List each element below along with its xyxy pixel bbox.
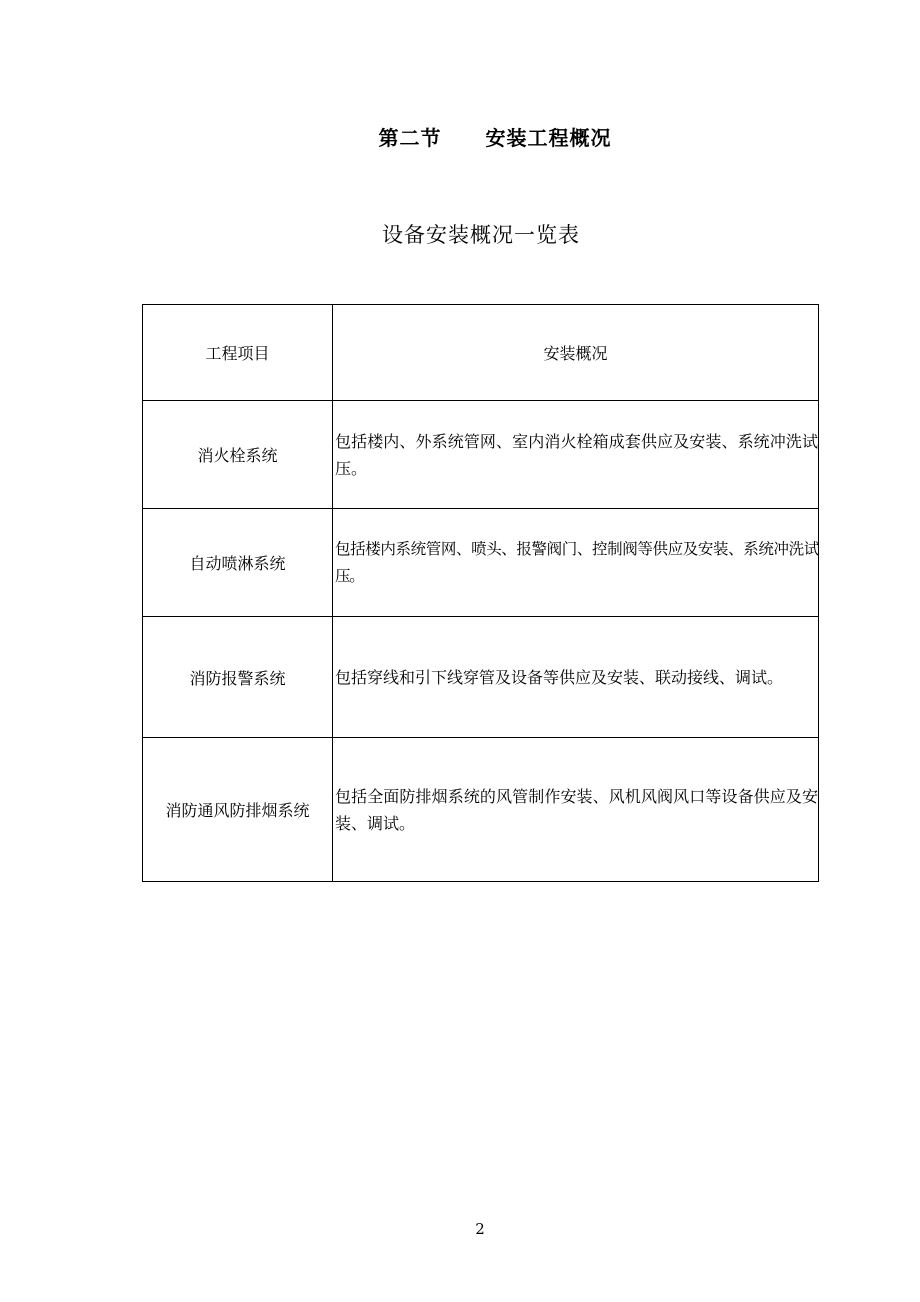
- section-title: 安装工程概况: [485, 126, 612, 150]
- table-row: [143, 509, 819, 617]
- table-row: [143, 401, 819, 509]
- row-item: 消火栓系统: [143, 401, 333, 509]
- section-number: 第二节: [378, 126, 442, 150]
- row-description: 包括穿线和引下线穿管及设备等供应及安装、联动接线、调试。: [333, 617, 819, 738]
- row-item: 消防通风防排烟系统: [143, 738, 333, 882]
- row-description: 包括楼内、外系统管网、室内消火栓箱成套供应及安装、系统冲洗试压。: [333, 401, 819, 509]
- row-description: 包括全面防排烟系统的风管制作安装、风机风阀风口等设备供应及安装、调试。: [333, 738, 819, 882]
- installation-overview-table: [142, 304, 819, 882]
- row-item: 消防报警系统: [143, 617, 333, 738]
- table-row: [143, 738, 819, 882]
- page-number: 2: [475, 1220, 485, 1238]
- table-header-row: [143, 305, 819, 401]
- header-project-item: 工程项目: [143, 305, 333, 401]
- row-item: 自动喷淋系统: [143, 509, 333, 617]
- table-title: 设备安装概况一览表: [382, 223, 580, 247]
- row-description: 包括楼内系统管网、喷头、报警阀门、控制阀等供应及安装、系统冲洗试压。: [333, 509, 819, 617]
- header-installation-overview: 安装概况: [333, 305, 819, 401]
- section-heading: [0, 122, 920, 151]
- table-row: [143, 617, 819, 738]
